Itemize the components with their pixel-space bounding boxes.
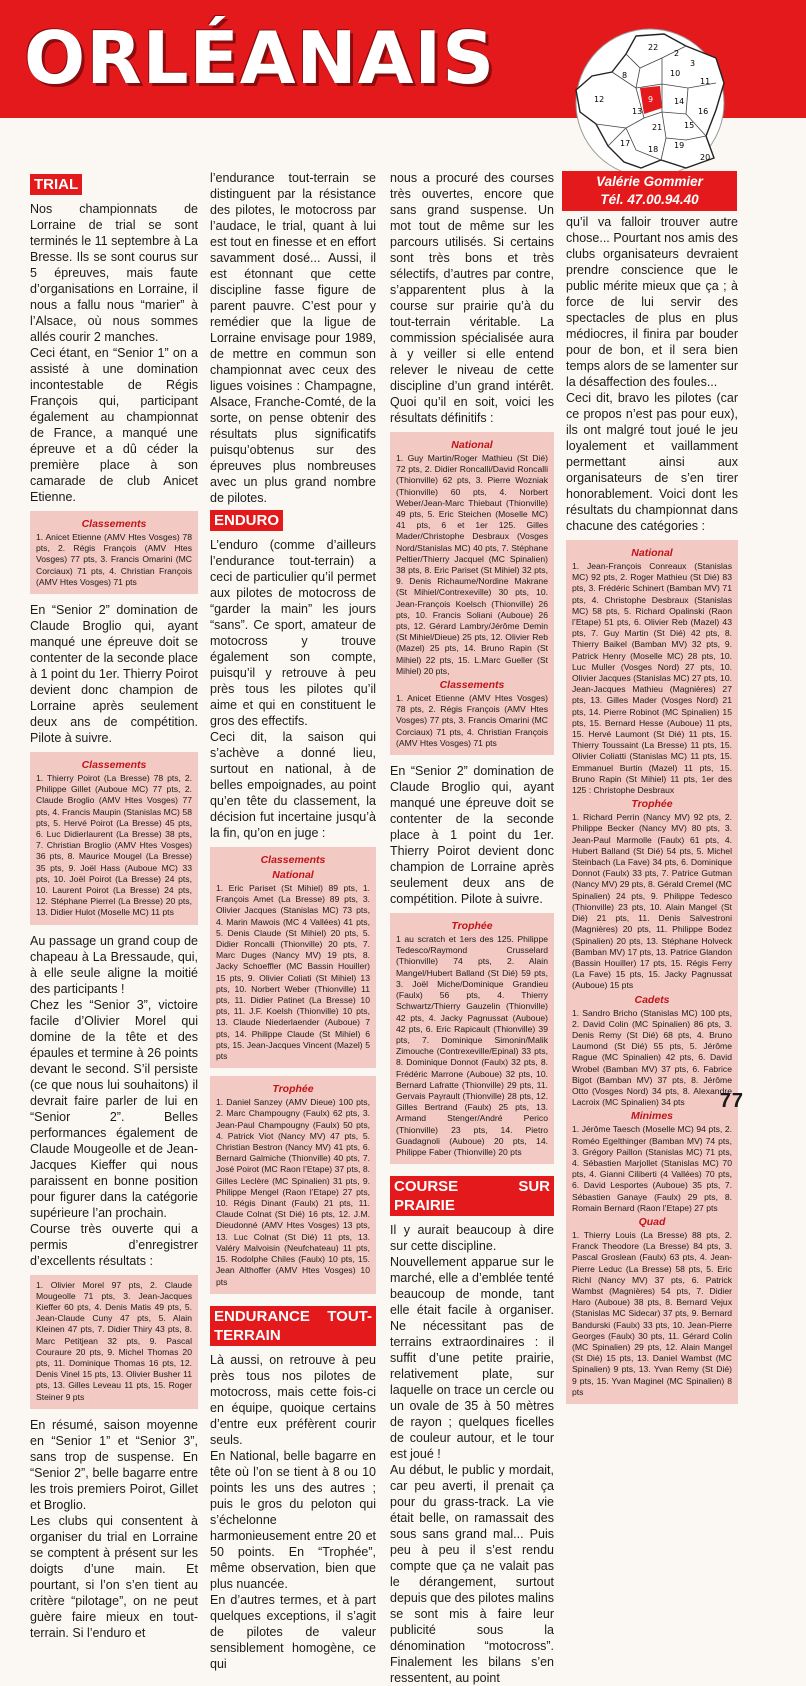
paragraph: En “Senior 2” domination de Claude Broglio qui, ayant manqué une épreuve doit se contenter de la seconde place à 1 point du 1er. Thierry Poirot devient donc champion de Lorraine après seulement deux ans de compétition. Pilote à suivre. — [390, 764, 554, 907]
map-region-3: 3 — [690, 59, 696, 68]
map-region-16: 16 — [698, 107, 709, 116]
map-region-14: 14 — [674, 97, 685, 106]
box-text: 1. Jérôme Taesch (Moselle MC) 94 pts, 2. Roméo Egelthinger (Bamban MV) 74 pts, 3. Grégory Paillon (Stanislas MC) 71 pts, 4. Sébastien Marjollet (Stanislas MC) 70 pts, 4. Gianni Ciliberti (4 Vallées) 70 pts, 6. David Lesportes (Auboue) 35 pts, 7. Sébastien Ganaye (Faulx) 29 pts, 8. Romain Bernard (Raon l’Etape) 27 pts — [572, 1124, 732, 1213]
box-text: 1. Daniel Sanzey (AMV Dieue) 100 pts, 2. Marc Champougny (Faulx) 62 pts, 3. Jean-Paul Champougny (Faulx) 50 pts, 4. Patrick Viot (Nancy MV) 47 pts, 5. Christian Bestron (Nancy MV) 41 pts, 6. Bernard Galmiche (Thionville) 40 pts, 7. José Poirot (MC Raon l’Etape) 37 pts, 8. Gilles Leclère (MC Spinalien) 31 pts, 9. Philippe Mengel (Raon l’Etape) 27 pts, 10. Régis Dinant (Faulx) 21 pts, 11. Claude Colnat (St Dié) 16 pts, 12. J.M. Dieudonné (AMV Htes Vosges) 13 pts, 13. Luc Colnat (St Dié) 11 pts, 13. Valéry Malvoisin (Neufchateau) 11 pts, 15. Rodolphe Chiles (Faulx) 10 pts, 15. Jean Althoffer (AMV Htes Vosges) 10 pts — [216, 1097, 370, 1287]
column-2 — [210, 170, 376, 1672]
page-number: 77 — [719, 1090, 744, 1112]
paragraph: L’enduro (comme d’ailleurs l’endurance tout-terrain) a ceci de particulier qu’il permet aux pilotes de motocross de “garder la main” les jours “sans”. Ce sport, amateur de motocross y trouve également son compte, puisqu’il y retrouve à peu près tous les pilotes qu’il aime et qui en constituent le gros des effectifs. — [210, 538, 376, 728]
map-region-21: 21 — [652, 123, 663, 132]
paragraph: l’endurance tout-terrain se distinguent par la résistance des pilotes, le motocross par l’audace, le trial, quant à lui est tout en finesse et en effort savamment dosé... Aussi, il est étonnant que cette discipline fasse figure de parent pauvre. C’est pour y remédier que la ligue de Lorraine envisage pour 1989, de mettre en commun son championnat avec ceux des ligues voisines : Champagne, Alsace, Franche-Comté, de la sorte, on pense obtenir des résultats plus significatifs puisqu’obtenus sur des épreuves plus nombreuses avec un plus grand nombre de pilotes. — [210, 171, 376, 505]
map-region-15: 15 — [684, 121, 695, 130]
author-box — [562, 171, 737, 211]
box-text: 1. Guy Martin/Roger Mathieu (St Dié) 72 pts, 2. Didier Roncalli/David Roncalli (Thionville) 62 pts, 3. Pierre Wozniak (Thionville) 60 pts, 4. Norbert Weber/Jean-Marc Thiebaut (Thionville) 49 pts, 5. Eric Steichen (Moselle MC) 41 pts, 6 et 1er 125. Gilles Mader/Christophe Desbraux (Vosges Nord/Stanislas MC) 40 pts, 7. Stéphane Peltier/Thierry Jacquel (MC Spinalien) 38 pts, 8. Eric Pariset (St Mihiel) 32 pts, 9. Denis Richaume/Nordine Makrane (St Mihiel/Contrexeville) 30 pts, 10. Jean-François Koelsch (Thionville) 26 pts, 10. Francis Soliani (Auboue) 26 pts, 12. Gérard Lambry/Jérôme Demin (St Mihiel/Dieue) 25 pts, 12. Olivier Reb (Mazel) 25 pts, 14. Bruno Rapin (St Mihiel) 22 pts, 15. L.Marc Gueller (St Mihiel) 20 pts, — [396, 453, 548, 676]
map-region-2: 2 — [674, 49, 680, 58]
results-box — [566, 540, 738, 1404]
paragraph: Il y aurait beaucoup à dire sur cette discipline. — [390, 1223, 554, 1254]
paragraph: Course très ouverte qui a permis d’enregistrer d’excellents résultats : — [30, 1221, 198, 1268]
box-title: Trophée — [451, 920, 493, 933]
paragraph: En “Senior 2” domination de Claude Broglio qui, ayant manqué une épreuve doit se contenter de la seconde place à 1 point du 1er. Thierry Poirot devient donc champion de Lorraine après seulement deux ans de compétition. Pilote à suivre. — [30, 603, 198, 746]
map-region-10: 10 — [670, 69, 681, 78]
paragraph: Chez les “Senior 3”, victoire facile d’Olivier Morel qui domine de la tête et des épaules et termine à 26 points devant le second. S’il persiste (ce que nous lui souhaitons) il devrait faire parler de lui en “Senior 2”. Belles performances également de Claude Mougeolle et de Jean-Jacques Kieffer qui nous paraissent en bonne position pour figurer dans la catégorie supérieure l’an prochain. — [30, 997, 198, 1220]
box-title: Cadets — [634, 993, 670, 1006]
page-title: ORLÉANAIS — [24, 16, 496, 100]
paragraph: Nouvellement apparue sur le marché, elle a d’emblée tenté beaucoup de monde, tant elle était facile à organiser. Ne nécessitant pas de terrains extraordinaires : il suffit d’une petite prairie, relativement plate, sur laquelle on trace un cercle ou un ovale de 35 à 50 mètres de rayon ; quelques ficelles de couleur autour, et le tour est joué ! — [390, 1255, 554, 1462]
map-region-22: 22 — [648, 43, 659, 52]
box-text: 1. Anicet Etienne (AMV Htes Vosges) 78 pts, 2. Régis François (AMV Htes Vosges) 77 pts, 3. Francis Omarini (MC Corciaux) 71 pts, 4. Christian François (AMV Htes Vosges) 71 pts — [396, 693, 548, 748]
author-name: Valérie Gommier — [596, 174, 703, 189]
section-title-trial: TRIAL — [30, 174, 82, 195]
column-1 — [30, 170, 198, 1641]
box-text: 1. Eric Pariset (St Mihiel) 89 pts, 1. François Amet (La Bresse) 89 pts, 3. Olivier Jacques (Stanislas MC) 73 pts, 4. Marin Mawois (MC 4 Vallées) 41 pts, 5. Denis Claude (St Mihiel) 20 pts, 5. Didier Roncalli (Thionville) 20 pts, 7. Marc Duges (Nancy MV) 19 pts, 8. Jacky Schoeffler (MC Bassin Houiller) 15 pts, 9. Olivier Coliati (St Mihiel) 13 pts, 10. Norbert Weber (Thionville) 11 pts, 11. Didier Patinet (La Bresse) 10 pts, 11. J.F. Koelsh (Thionville) 10 pts, 13. Claude Niederlaender (Auboue) 7 pts, 14. Philippe Claude (St Mihiel) 6 pts, 15. Jean-Jacques Vincent (Mazel) 5 pts — [216, 883, 370, 1062]
box-text: 1. Jean-François Conreaux (Stanislas MC) 92 pts, 2. Roger Mathieu (St Dié) 83 pts, 3. Frédéric Schinert (Bamban MV) 71 pts, 4. Christophe Desbraux (Stanislas MC) 58 pts, 5. Richard Opalinski (Raon l’Etape) 51 pts, 6. Olivier Reb (Mazel) 43 pts, 7. Guy Martin (St Dié) 42 pts, 8. Thierry Baikel (Bamban MV) 32 pts, 9. Patrick Henry (Moselle MC) 28 pts, 10. Luc Muller (Vosges Nord) 27 pts, 10. Olivier Jacques (Stanislas MC) 27 pts, 10. Jean-Jacques Mathieu (Magnières) 27 pts, 13. Gilles Mader (Vosges Nord) 21 pts, 14. Pierre Robinot (MC Spinalien) 15 pts, 15. Bernard Hesse (Auboue) 11 pts, 15. Hervé Laumont (St Dié) 11 pts, 15. Thierry Toussaint (La Bresse) 11 pts, 15. Olivier Coliatti (Stanislas MC) 11 pts, 15. Emmanuel Burtin (Mazel) 11 pts, 15. Bruno Rapin (St Mihiel) 11 pts, 1er des 125 : Christophe Desbraux — [572, 561, 732, 796]
section-title-endurance: ENDURANCE TOUT-TERRAIN — [210, 1306, 376, 1346]
box-title: Classements — [81, 759, 147, 772]
column-3 — [390, 170, 554, 1686]
box-text: 1. Sandro Bricho (Stanislas MC) 100 pts, 2. David Colin (MC Spinalien) 86 pts, 3. Denis Remy (St Dié) 68 pts, 4. Bruno Laumond (St Dié) 55 pts, 5. Jérôme Rague (MC Spinalien) 42 pts, 6. David Wrobel (Bamban MV) 37 pts, 6. Fabrice Bigot (Bamban MV) 37 pts, 8. Jérôme Otto (Vosges Nord) 34 pts, 8. Alexandre Lacroix (MC Spinalien) 34 pts — [572, 1007, 732, 1108]
paragraph: nous a procuré des courses très ouvertes, encore que sans grand suspense. Un mot tout de même sur les parcours utilisés. Si certains sont très bons et très sélectifs, d’autres par contre, s’apparentent plus à la course sur prairie qu’à du tout-terrain véritable. La commission spécialisée aura à y veiller si elle entend relever le niveau de cette discipline d’un grand intérêt. Quoi qu’il en soit, voici les résultats définitifs : — [390, 171, 554, 425]
paragraph: Les clubs qui consentent à organiser du trial en Lorraine se comptent à présent sur les doigts d’une main. Et pourtant, si l’on s’en tient au critère “pilotage”, on ne peut guère faire mieux en tout-terrain. Si l’enduro et — [30, 1513, 198, 1640]
box-title: Classements — [81, 518, 147, 530]
author-phone: Tél. 47.00.94.40 — [600, 192, 699, 207]
box-title: Classements — [260, 854, 326, 866]
section-title-prairie: COURSE SUR PRAIRIE — [390, 1176, 554, 1216]
results-box — [390, 432, 554, 755]
paragraph: Ceci dit, la saison qui s’achève a donné lieu, surtout en national, à de belles empoignades, au point qu’en tête du classement, la décision fut incertaine jusqu’à la fin, qu’on en juge : — [210, 730, 376, 840]
results-box — [210, 847, 376, 1068]
paragraph: qu’il va falloir trouver autre chose... Pourtant nos amis des clubs organisateurs devraient prendre conscience que le public mérite mieux que ça ; à force de lui servir des spectacles de plus en plus médiocres, il finira par bouder pour de bon, et il sera bien temps alors de se lamenter sur la désaffection des foules... — [566, 215, 738, 389]
map-region-20: 20 — [700, 153, 711, 162]
map-region-11: 11 — [700, 77, 711, 86]
paragraph: En d’autres termes, et à part quelques exceptions, il s’agit de pilotes de valeur sensiblement homogène, ce qui — [210, 1592, 376, 1671]
box-title: Classements — [439, 679, 505, 692]
paragraph: En National, belle bagarre en tête où l’on se tient à 8 ou 10 points les uns des autres ; puis le gros du peloton qui s’échelonne harmonieusement entre 20 et 50 points. En “Trophée”, même observation, bien que plus nuancée. — [210, 1448, 376, 1591]
map-region-19: 19 — [674, 141, 685, 150]
box-title: National — [451, 439, 493, 451]
paragraph: En résumé, saison moyenne en “Senior 1” et “Senior 3”, sans trop de suspense. En “Senior 2”, belle bagarre entre les trois premiers Poirot, Gillet et Broglio. — [30, 1417, 198, 1512]
paragraph: Ceci dit, bravo les pilotes (car ce propos n’est pas pour eux), ils ont malgré tout joué le jeu loyalement et vaillamment permettant ainsi aux organisateurs de s’en tirer honorablement. Voici dont les résultats du championnat dans chacune des catégories : — [566, 391, 738, 533]
paragraph: Nos championnats de Lorraine de trial se sont terminés le 11 septembre à La Bresse. Ils se sont courus sur 5 épreuves, mais faute d’organisations en Lorraine, il nous a fallu nous “marier” à l’Alsace, où nous sommes allés courir 2 manches. — [30, 202, 198, 344]
box-text: 1. Thierry Poirot (La Bresse) 78 pts, 2. Philippe Gillet (Auboue MC) 77 pts, 2. Claude Broglio (AMV Htes Vosges) 77 pts, 4. Francis Maupin (Stanislas MC) 58 pts, 5. Hervé Poirot (La Bresse) 45 pts, 6. Luc Didierlaurent (La Bresse) 38 pts, 7. Christian Broglio (AMV Htes Vosges) 36 pts, 8. Maurice Mougel (La Bresse) 35 pts, 9. Joël Hass (Auboue MC) 33 pts, 10. Joël Poirot (La Bresse) 24 pts, 10. Laurent Poirot (La Bresse) 24 pts, 12. Stéphane Pierrel (La Bresse) 20 pts, 13. Didier Hulot (Moselle MC) 11 pts — [36, 773, 192, 918]
results-box — [30, 752, 198, 925]
box-title: Trophée — [631, 798, 673, 811]
results-box — [390, 913, 554, 1164]
box-title: Quad — [638, 1215, 666, 1228]
map-region-12: 12 — [594, 95, 605, 104]
map-region-17: 17 — [620, 139, 631, 148]
box-title: National — [631, 547, 673, 559]
column-4 — [566, 214, 738, 1412]
box-title: Trophée — [272, 1083, 314, 1096]
results-box — [30, 511, 198, 594]
section-title-enduro: ENDURO — [210, 510, 283, 531]
box-title: Minimes — [630, 1110, 673, 1123]
box-text: 1. Anicet Etienne (AMV Htes Vosges) 78 pts, 2. Régis François (AMV Htes Vosges) 77 pts, 3. Francis Omarini (MC Corciaux) 71 pts, 4. Christian François (AMV Htes Vosges) 71 pts — [36, 532, 192, 587]
map-region-8: 8 — [622, 71, 628, 80]
paragraph: Là aussi, on retrouve à peu près tous nos pilotes de motocross, mais cette fois-ci en équipe, quoique certains d’entre eux préfèrent courir seuls. — [210, 1352, 376, 1447]
paragraph: Au passage un grand coup de chapeau à La Bressaude, qui, à elle seule aligne la moitié des participants ! — [30, 933, 198, 996]
paragraph: Ceci étant, en “Senior 1” on a assisté à une domination incontestable de Régis François qui, participant également au championnat de France, a manqué une épreuve et a dû céder la première place à son camarade de club Anicet Etienne. — [30, 346, 198, 504]
map-region-13: 13 — [632, 107, 643, 116]
results-box — [30, 1275, 198, 1409]
france-map-icon — [566, 28, 734, 178]
results-box — [210, 1076, 376, 1293]
paragraph: Au début, le public y mordait, car peu averti, il prenait ça pour du grass-track. La vie était belle, on ramassait des sous sans grand mal... Puis peu à peu il s’est rendu compte que ça ne valait pas le dérangement, surtout depuis que des pilotes malins se sont mis à faire leur publicité sous la dénomination “motocross”. Finalement les bilans s’en ressentent, au point — [390, 1463, 554, 1686]
map-region-18: 18 — [648, 145, 659, 154]
map-region-9: 9 — [648, 95, 654, 104]
box-subtitle: National — [272, 869, 314, 881]
box-text: 1. Richard Perrin (Nancy MV) 92 pts, 2. Philippe Becker (Nancy MV) 80 pts, 3. Jean-Paul Marmolle (Faulx) 61 pts, 4. Hubert Balland (St Dié) 54 pts, 5. Michel Steinbach (La Fave) 34 pts, 6. Dominique Donnot (Faulx) 33 pts, 7. Patrice Gutman (Nancy MV) 29 pts, 8. Gérald Cremel (MC Spinalien) 24 pts, 9. Philippe Tedesco (Thionville) 23 pts, 10. Alain Mangel (St Dié) 21 pts, 11. Denis Salvestroni (Magnières) 20 pts, 11. Philippe Bodez (Spinalien) 20 pts, 13. Stéphane Holveck (Bamban MV) 17 pts, 13. Patrice Glandon (Bassin Houiller) 17 pts, 15. Régis Ferry (La Fave) 15 pts, 15. Jacky Pagnussat (Auboue) 15 pts — [572, 812, 732, 991]
box-text: 1 au scratch et 1ers des 125. Philippe Tedesco/Raymond Crusselard (Thionville) 74 pts, 2. Alain Mangel/Hubert Balland (St Dié) 59 pts, 3. Joël Miche/Dominique Grandieu (Faulx) 56 pts, 4. Thierry Schwartz/Thierry Gauzelin (Thionville) 42 pts, 4. Jacky Pagnussat (Auboue) 42 pts, 6. Eric Rapicault (Thionville) 39 pts, 7. Dominique Simonin/Malik Zimouche (Contrexeville/Epinal) 33 pts, 8. Dominique Donnot (Faulx) 32 pts, 8. Frédéric Marrone (Auboue) 32 pts, 10. Bernard Lafratte (Thionville) 29 pts, 11. Gervais Payrault (Thionville) 28 pts, 12. Gilles Bertrand (Faulx) 25 pts, 13. Armand Stenger/André Perico (Thionville) 23 pts, 14. Pietro Guadagnoli (Auboue) 20 pts, 14. Philippe Faber (Thionville) 20 pts — [396, 934, 548, 1157]
box-text: 1. Olivier Morel 97 pts, 2. Claude Mougeolle 71 pts, 3. Jean-Jacques Kieffer 60 pts, 4. Denis Matis 49 pts, 5. Jean-Claude Cuny 47 pts, 5. Alain Kleinen 47 pts, 7. Didier Thiry 43 pts, 8. Marc Petitjean 32 pts, 9. Pascal Couraure 20 pts, 9. Michel Thomas 20 pts, 11. Dominique Thomas 16 pts, 12. Denis Vinel 15 pts, 13. Olivier Busher 11 pts, 13. Gilles Leveau 11 pts, 15. Roger Steiner 9 pts — [36, 1279, 192, 1402]
box-text: 1. Thierry Louis (La Bresse) 88 pts, 2. Franck Theodore (La Bresse) 84 pts, 3. Pascal Groslean (Faulx) 63 pts, 4. Jean-Pierre Leduc (La Bresse) 58 pts, 5. Eric Richl (Nancy MV) 37 pts, 6. Patrick Wambst (Magnières) 54 pts, 7. Didier Haro (Auboue) 38 pts, 8. Bernard Vejux (Stanislas MC Sidecar) 37 pts, 9. Bernard Bandurski (Faulx) 33 pts, 10. Jean-Pierre Georges (Faulx) 30 pts, 11. Gérard Colin (MC Spinalien) 29 pts, 12. Alain Mangel (St Dié) 15 pts, 13. Daniel Wambst (MC Spinalien) 9 pts, 13. Yvan Remy (St Dié) 9 pts, 15. Yvan Maginel (MC Spinalien) 8 pts — [572, 1229, 732, 1397]
